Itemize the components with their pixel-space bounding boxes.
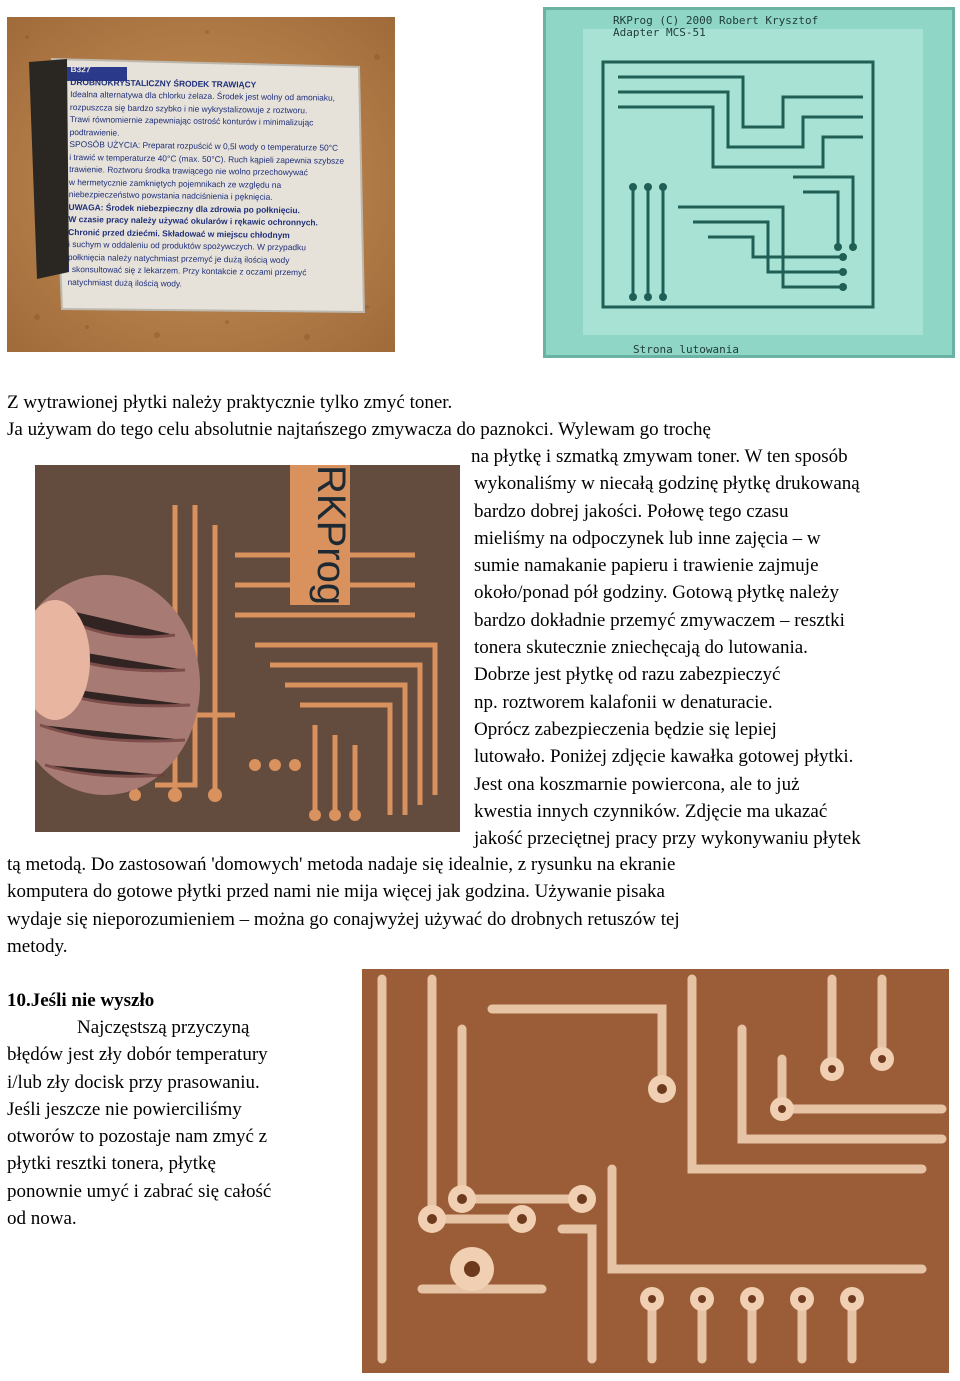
paragraph-line: tą metodą. Do zastosowań 'domowych' metoda nadaje się idealnie, z rysunku na ekranie (7, 854, 676, 875)
section-heading: 10.Jeśli nie wyszło (7, 990, 155, 1011)
paragraph-line: bardzo dobrej jakości. Połowę tego czasu (474, 500, 789, 522)
packet-label-line: i skonsultować się z lekarzem. Przy kontakcie z oczami przemyć (67, 263, 307, 278)
screen-header (613, 15, 818, 39)
paragraph-line: Ja używam do tego celu absolutnie najtańszego zmywacza do paznokci. Wylewam go trochę (7, 419, 711, 440)
packet-label-line: B327 (70, 63, 91, 75)
packet-label-line: niebezpieczeństwo powstania nadciśnienia i pęknięcia. (68, 188, 273, 202)
paragraph-line: ponownie umyć i zabrać się całość (7, 1180, 272, 1202)
paragraph-line: np. roztworem kalafonii w denaturacie. (474, 691, 773, 713)
etchant-packet-photo (7, 17, 395, 352)
packet-label-line: trawienie. Roztworu środka trawiącego nie wolno przechowywać (69, 163, 308, 178)
paragraph-line: tonera skutecznie zniechęcają do lutowania. (474, 637, 808, 659)
paragraph-line: około/ponad pół godziny. Gotową płytkę należy (474, 582, 839, 604)
packet-label-line: i trawić w temperaturze 40°C (max. 50°C). Ruch kąpieli zapewnia szybsze (69, 151, 345, 166)
wrapped-paragraph (471, 443, 861, 852)
paragraph-line: jakość przeciętnej pracy przy wykonywaniu płytek (474, 828, 861, 850)
paragraph-line: kwestia innych czynników. Zdjęcie ma ukazać (474, 800, 828, 822)
packet-label-line: DROBNOKRYSTALICZNY ŚRODEK TRAWIĄCY (70, 76, 257, 90)
paragraph-line: błędów jest zły dobór temperatury (7, 1044, 268, 1066)
paragraph-line: wydaje się nieporozumieniem – można go conajwyżej używać do drobnych retuszów tej (7, 908, 680, 930)
packet-label-line: połknięcia należy natychmiast przemyć je dużą ilością wody (67, 251, 290, 265)
packet-label-line: i suchym w oddaleniu od produktów spożywczych. W przypadku (67, 238, 306, 253)
packet-label-line: SPOSÓB UŻYCIA: Preparat rozpuścić w 0,5l wody o temperaturze 50°C (69, 138, 339, 153)
screen-footer: Strona lutowania (633, 343, 739, 356)
paragraph-line: Z wytrawionej płytki należy praktycznie tylko zmyć toner. (7, 392, 453, 413)
packet-label-line: UWAGA: Środek niebezpieczny dla zdrowia po połknięciu. (68, 201, 300, 215)
paragraph-tail (7, 851, 680, 960)
paragraph-line: metody. (7, 935, 68, 957)
screen-header-line2: Adapter MCS-51 (613, 26, 706, 39)
packet-label-line: Chronić przed dziećmi. Składować w miejscu chłodnym (68, 226, 290, 240)
board-text: RKProg (309, 465, 353, 606)
paragraph-line: Dobrze jest płytkę od razu zabezpieczyć (474, 664, 781, 686)
board-cleaning-photo (35, 465, 460, 832)
packet-label-line: Trawi równomiernie zapewniając ostrość konturów i minimalizując (69, 113, 314, 128)
packet-label-line: W czasie pracy należy używać okularów i rękawic ochronnych. (68, 213, 318, 228)
paragraph-line: komputera do gotowe płytki przed nami nie mija więcej jak godzina. Używanie pisaka (7, 881, 665, 903)
paragraph-line: na płytkę i szmatką zmywam toner. W ten sposób (471, 446, 848, 467)
paragraph-line: mieliśmy na odpoczynek lub inne zajęcia – w (474, 527, 821, 549)
finished-board-closeup-photo (362, 969, 949, 1373)
packet-label (67, 63, 360, 292)
paragraph-line: bardzo dokładnie przemyć zmywaczem – resztki (474, 609, 845, 631)
paragraph-line: otworów to pozostaje nam zmyć z (7, 1126, 268, 1148)
packet-label-line: w hermetycznie zamkniętych pojemnikach ze względu na (68, 176, 282, 190)
paragraph-line: od nowa. (7, 1208, 77, 1230)
paragraph-line: lutowało. Poniżej zdjęcie kawałka gotowej płytki. (474, 746, 854, 768)
pcb-layout-screen-photo (543, 7, 955, 358)
screen-header-line1: RKProg (C) 2000 Robert Krysztof (613, 14, 819, 27)
paragraph-line: i/lub zły docisk przy prasowaniu. (7, 1071, 260, 1093)
packet-label-line: rozpuszcza się bardzo szybko i nie wykrystalizowuje z roztworu. (69, 101, 308, 115)
paragraph-line: wykonaliśmy w niecałą godzinę płytkę drukowaną (474, 473, 860, 495)
paragraph-line: sumie namakanie papieru i trawienie zajmuje (474, 555, 819, 577)
paragraph-line: Najczęstszą przyczyną (77, 1017, 250, 1038)
paragraph-line: Jeśli jeszcze nie powierciliśmy (7, 1098, 242, 1120)
paragraph-line: Jest ona koszmarnie powiercona, ale to już (474, 773, 800, 795)
packet-label-line: Idealna alternatywa dla chlorku żelaza. Środek jest wolny od amoniaku, (70, 88, 336, 103)
paragraph-line: płytki resztki tonera, płytkę (7, 1153, 216, 1175)
packet-label-line: podtrawienie. (69, 126, 120, 138)
paragraph-line: Oprócz zabezpieczenia będzie się lepiej (474, 718, 777, 740)
section-paragraph (7, 1014, 271, 1232)
packet-label-line: natychmiast dużą ilością wody. (67, 276, 182, 289)
